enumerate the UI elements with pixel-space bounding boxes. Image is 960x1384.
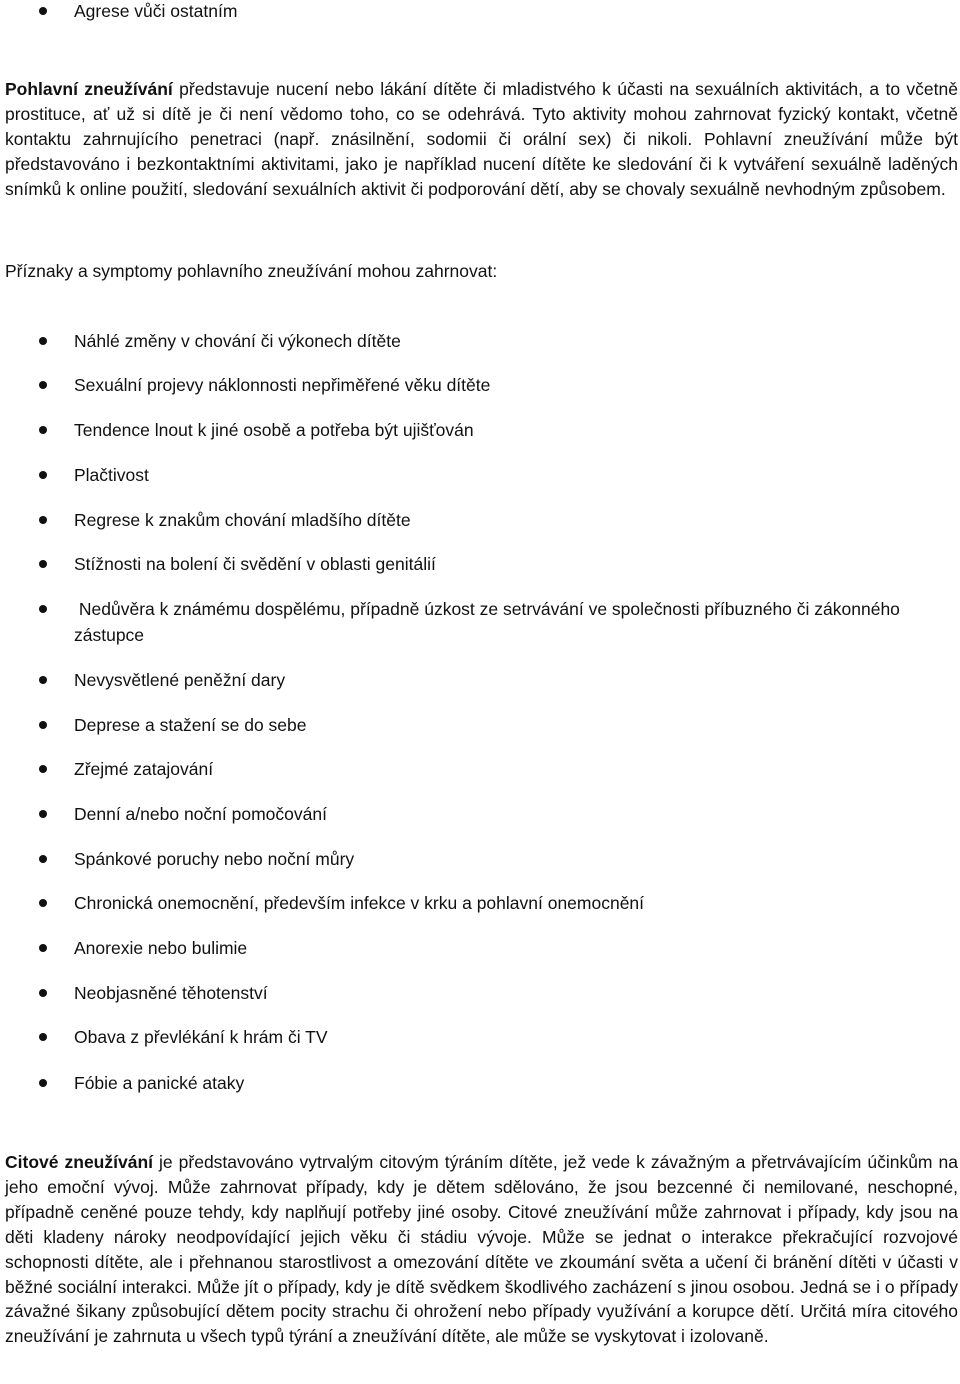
- list-item-label: Tendence lnout k jiné osobě a potřeba být ujišťován: [74, 420, 474, 440]
- bullet-icon: [39, 676, 47, 684]
- bullet-icon: [39, 471, 47, 479]
- symptoms-heading: Příznaky a symptomy pohlavního zneužívání mohou zahrnovat:: [5, 261, 498, 281]
- list-item-label: Náhlé změny v chování či výkonech dítěte: [74, 331, 401, 351]
- list-item-label: Anorexie nebo bulimie: [74, 938, 248, 958]
- emotional-abuse-term: Citové zneužívání: [5, 1152, 153, 1172]
- list-item-label: Sexuální projevy náklonnosti nepřiměřené věku dítěte: [74, 375, 491, 395]
- sexual-abuse-term: Pohlavní zneužívání: [5, 79, 173, 99]
- list-item-label: Fóbie a panické ataky: [74, 1073, 245, 1093]
- list-item-label: Spánkové poruchy nebo noční můry: [74, 849, 355, 869]
- list-item-label: Nevysvětlené peněžní dary: [74, 670, 286, 690]
- list-item-label: Stížnosti na bolení či svědění v oblasti genitálií: [74, 554, 436, 574]
- sexual-abuse-paragraph: [5, 77, 958, 202]
- list-item-label: Chronická onemocnění, především infekce v krku a pohlavní onemocnění: [74, 893, 645, 913]
- bullet-icon: [39, 855, 47, 863]
- bullet-icon: [39, 337, 47, 345]
- sexual-abuse-text: představuje nucení nebo lákání dítěte či mladistvého k účasti na sexuálních aktivitách, a to včetně prostituce, ať už si dítě je či není vědomo toho, co se odehrává. Tyto aktivity mohou zahrnovat fyzický kontakt, včetně kontaktu zahrnujícího penetraci (např. znásilnění, sodomii či orální sex) či nikoli. Pohlavní zneužívání může být představováno i bezkontaktními aktivitami, jako je například nucení dítěte ke sledování či k vytváření sexuálně laděných snímků k online použití, sledování sexuálních aktivit či podporování dětí, aby se chovaly sexuálně nevhodným způsobem.: [5, 79, 958, 199]
- list-item-label: Regrese k znakům chování mladšího dítěte: [74, 510, 411, 530]
- bullet-icon: [39, 426, 47, 434]
- emotional-abuse-text: je představováno vytrvalým citovým týráním dítěte, jež vede k závažným a přetrvávajícím účinkům na jeho emoční vývoj. Může zahrnovat případy, kdy je dětem sdělováno, že jsou bezcenné či nemilované, neschopné, případně ceněné pouze tehdy, kdy naplňují potřeby jiné osoby. Citové zneužívání může zahrnovat i případy, kdy jsou na děti kladeny nároky neodpovídající jejich věku či stádiu vývoje. Může se jednat o interakce překračující rozvojové schopnosti dítěte, ale i přehnanou starostlivost a omezování dítěte ve zkoumání světa a učení či bránění dítěti v účasti v běžné sociální interakci. Může jít o případy, kdy je dítě svědkem škodlivého zacházení s jinou osobou. Jedná se i o případy závažné šikany způsobující dětem pocity strachu či ohrožení nebo případy využívání a korupce dětí. Určitá míra citového zneužívání je zahrnuta u všech typů týrání a zneužívání dítěte, ale může se vyskytovat i izolovaně.: [5, 1152, 958, 1347]
- bullet-icon: [39, 7, 47, 15]
- list-item-label: Nedůvěra k známému dospělému, případně úzkost ze setrvávání ve společnosti příbuzného či zákonného zástupce: [74, 599, 905, 645]
- emotional-abuse-paragraph: [5, 1150, 958, 1349]
- bullet-icon: [39, 1033, 47, 1041]
- bullet-icon: [39, 605, 47, 613]
- list-item-label: Denní a/nebo noční pomočování: [74, 804, 327, 824]
- bullet-icon: [39, 765, 47, 773]
- bullet-icon: [39, 899, 47, 907]
- bullet-icon: [39, 989, 47, 997]
- bullet-icon: [39, 560, 47, 568]
- bullet-icon: [39, 944, 47, 952]
- bullet-icon: [39, 516, 47, 524]
- bullet-icon: [39, 381, 47, 389]
- list-item-label: Plačtivost: [74, 465, 149, 485]
- list-item-label: Neobjasněné těhotenství: [74, 983, 268, 1003]
- list-item-label: Zřejmé zatajování: [74, 759, 214, 779]
- bullet-icon: [39, 1079, 47, 1087]
- list-item-label: Agrese vůči ostatním: [74, 1, 238, 21]
- bullet-icon: [39, 721, 47, 729]
- list-item-label: Obava z převlékání k hrám či TV: [74, 1027, 328, 1047]
- bullet-icon: [39, 810, 47, 818]
- list-item-label: Deprese a stažení se do sebe: [74, 715, 307, 735]
